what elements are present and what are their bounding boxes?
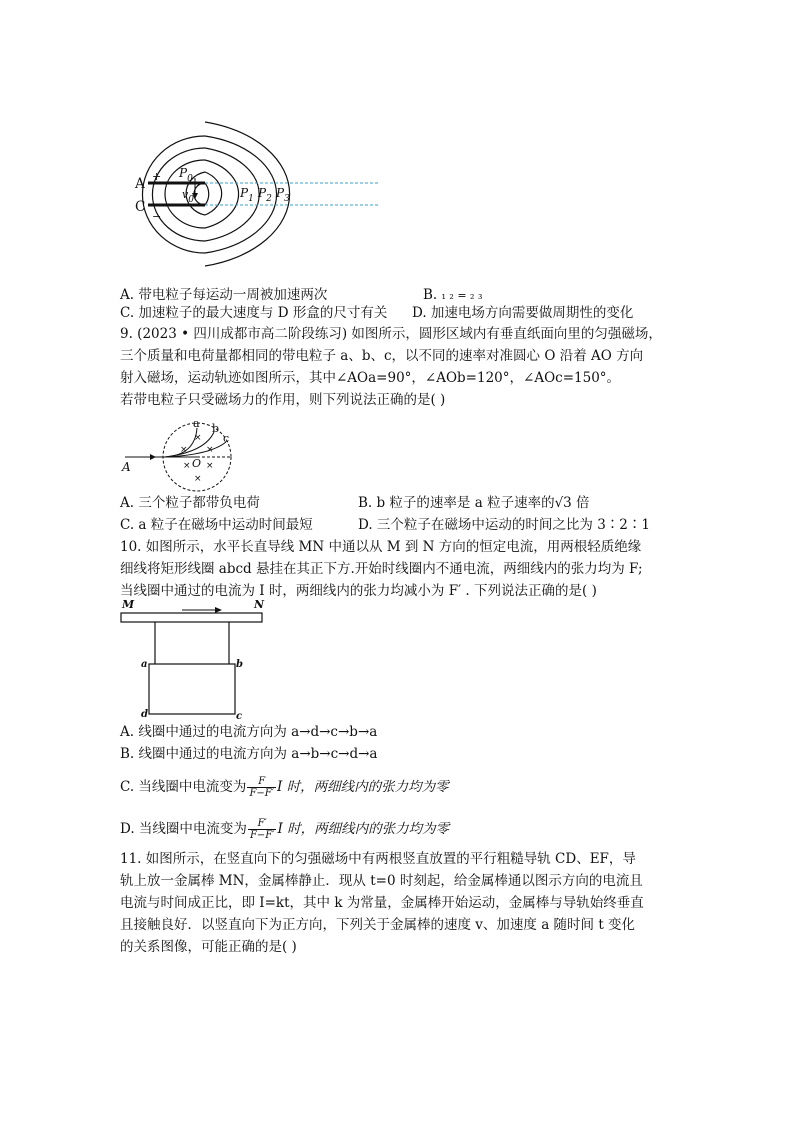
fig1-label-P1: $P_1$ — [240, 186, 254, 204]
q9-stem-line3: 射入磁场，运动轨迹如图所示，其中∠AOa=90°，∠AOb=120°，∠AOc=150°。 — [120, 370, 621, 386]
q10-fig-label-d: d — [141, 709, 148, 720]
fig1-label-A: A — [135, 176, 145, 192]
q8-option-d: D. 加速电场方向需要做周期性的变化 — [412, 305, 634, 321]
q10-stem-line1: 10. 如图所示，水平长直导线 MN 中通以从 M 到 N 方向的恒定电流，用两根轻质绝缘 — [120, 539, 642, 555]
q9-option-c: C. a 粒子在磁场中运动时间最短 — [120, 517, 313, 533]
q10-option-d: D. 当线圈中电流变为 $\frac{F'}{F-F'}$ I 时，两细线内的张力均为零 — [120, 818, 450, 841]
svg-text:×: × — [183, 461, 191, 471]
q8-option-a: A. 带电粒子每运动一周被加速两次 — [120, 287, 328, 303]
q11-stem-line3: 电流与时间成正比，即 I=kt，其中 k 为常量，金属棒开始运动，金属棒与导轨始终垂直 — [120, 895, 644, 911]
q10-fig-label-b: b — [236, 659, 243, 670]
q10-fig-label-a: a — [141, 659, 148, 670]
svg-text:×: × — [194, 433, 202, 443]
svg-text:×: × — [206, 461, 214, 471]
q9-option-b: B. b 粒子的速率是 a 粒子速率的√3 倍 — [358, 495, 590, 511]
q9-fig-label-A: A — [122, 460, 131, 474]
q10-option-c-fraction: $\frac{F}{F-F'}$ — [249, 776, 274, 799]
q9-fig-label-b: b — [212, 422, 220, 435]
svg-text:×: × — [206, 445, 214, 455]
q11-stem-line5: 的关系图像，可能正确的是( ) — [120, 939, 297, 955]
svg-text:×: × — [180, 445, 188, 455]
q9-fig-label-O: O — [192, 457, 202, 470]
fig1-label-P0: $P_0$ — [179, 166, 193, 184]
fig1-label-v0: $v_0$ — [182, 188, 194, 205]
q10-stem-line2: 细线将矩形线圈 abcd 悬挂在其正下方.开始时线圈内不通电流，两细线内的张力均为 F; — [120, 561, 643, 577]
q10-fig-label-c: c — [236, 711, 243, 722]
q9-option-a: A. 三个粒子都带负电荷 — [120, 495, 260, 511]
fig1-label-P2: $P_2$ — [258, 186, 272, 204]
q9-option-d: D. 三个粒子在磁场中运动的时间之比为 3∶2∶1 — [358, 517, 650, 533]
q8-option-b: B. ₁ ₂ = ₂ ₃ — [423, 287, 483, 303]
q10-option-a: A. 线圈中通过的电流方向为 a→d→c→b→a — [120, 724, 378, 740]
q10-option-b: B. 线圈中通过的电流方向为 a→b→c→d→a — [120, 746, 378, 762]
q10-stem-line3: 当线圈中通过的电流为 I 时，两细线内的张力均减小为 F′ . 下列说法正确的是( ) — [120, 583, 597, 599]
q11-stem-line1: 11. 如图所示，在竖直向下的匀强磁场中有两根竖直放置的平行粗糙导轨 CD、EF，导 — [120, 851, 636, 867]
q9-fig-label-a: a — [193, 417, 200, 430]
q9-fig-label-c: c — [223, 432, 230, 445]
svg-text:×: × — [194, 474, 202, 484]
fig1-label-C: C — [135, 199, 146, 215]
q10-option-c: C. 当线圈中电流变为 $\frac{F}{F-F'}$ I 时，两细线内的张力均为零 — [120, 776, 449, 799]
q9-stem-line4: 若带电粒子只受磁场力的作用，则下列说法正确的是( ) — [120, 392, 446, 408]
fig1-label-plus: + — [152, 170, 162, 183]
fig1-label-P3: $P_3$ — [276, 186, 290, 204]
fig1-label-minus: − — [152, 210, 162, 223]
q10-fig-label-M: M — [122, 598, 135, 611]
q11-stem-line4: 且接触良好．以竖直向下为正方向，下列关于金属棒的速度 v、加速度 a 随时间 t 变化 — [120, 917, 636, 933]
q11-stem-line2: 轨上放一金属棒 MN，金属棒静止．现从 t=0 时刻起，给金属棒通以图示方向的电流且 — [120, 873, 643, 889]
q8-option-c: C. 加速粒子的最大速度与 D 形盒的尺寸有关 — [120, 305, 388, 321]
q10-fig-label-N: N — [254, 598, 265, 611]
q9-stem-line2: 三个质量和电荷量都相同的带电粒子 a、b、c，以不同的速率对准圆心 O 沿着 AO 方向 — [120, 348, 644, 364]
q9-stem-line1: 9. (2023 • 四川成都市高二阶段练习) 如图所示，圆形区域内有垂直纸面向里的匀强磁场， — [120, 326, 662, 342]
q10-option-d-fraction: $\frac{F'}{F-F'}$ — [249, 818, 275, 841]
